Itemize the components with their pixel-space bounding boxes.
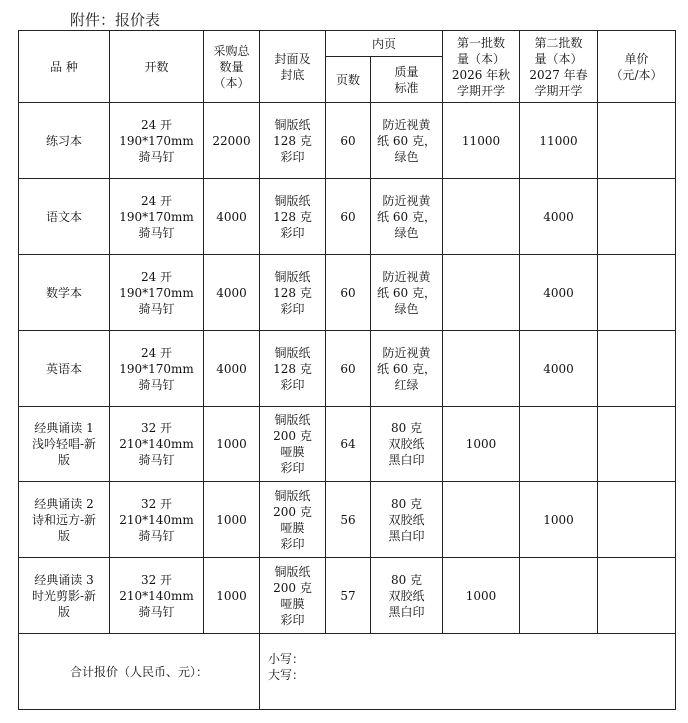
cell-batch2: 11000 (520, 103, 598, 179)
header-batch2: 第二批数 量（本） 2027 年春 学期开学 (520, 31, 598, 103)
cell-quality: 80 克 双胶纸 黑白印 (371, 407, 443, 482)
cell-batch1: 11000 (443, 103, 520, 179)
cell-pages: 60 (326, 331, 371, 407)
header-batch1: 第一批数 量（本） 2026 年秋 学期开学 (443, 31, 520, 103)
cell-total-qty: 4000 (204, 179, 260, 255)
cell-batch1 (443, 179, 520, 255)
cell-format: 24 开 190*170mm 骑马钉 (110, 331, 204, 407)
cell-batch2: 4000 (520, 331, 598, 407)
cell-quality: 80 克 双胶纸 黑白印 (371, 482, 443, 558)
quote-table (18, 30, 676, 710)
cell-quality: 80 克 双胶纸 黑白印 (371, 558, 443, 634)
cell-cover: 铜版纸 200 克 哑膜 彩印 (260, 558, 326, 634)
header-pages: 页数 (326, 57, 371, 103)
cell-quality: 防近视黄 纸 60 克， 绿色 (371, 255, 443, 331)
cell-quality: 防近视黄 纸 60 克， 红绿 (371, 331, 443, 407)
cell-variety: 语文本 (19, 179, 110, 255)
page-title: 附件：报价表 (70, 11, 161, 29)
cell-cover: 铜版纸 200 克 哑膜 彩印 (260, 407, 326, 482)
cell-batch2: 1000 (520, 482, 598, 558)
total-amount-lines: 小写： 大写： (268, 651, 305, 682)
header-cover: 封面及 封底 (260, 31, 326, 103)
cell-cover: 铜版纸 128 克 彩印 (260, 103, 326, 179)
cell-variety: 练习本 (19, 103, 110, 179)
table-row (19, 179, 676, 255)
cell-batch2: 4000 (520, 179, 598, 255)
cell-unit-price[interactable] (598, 255, 676, 331)
cell-cover: 铜版纸 128 克 彩印 (260, 255, 326, 331)
cell-batch1 (443, 482, 520, 558)
cell-format: 32 开 210*140mm 骑马钉 (110, 558, 204, 634)
cell-unit-price[interactable] (598, 482, 676, 558)
cell-quality: 防近视黄 纸 60 克， 绿色 (371, 103, 443, 179)
header-total-qty: 采购总 数量 （本） (204, 31, 260, 103)
table-row (19, 482, 676, 558)
header-format: 开数 (110, 31, 204, 103)
header-quality: 质量 标准 (371, 57, 443, 103)
header-inner-pages: 内页 (326, 31, 443, 57)
header-variety: 品 种 (19, 31, 110, 103)
cell-format: 24 开 190*170mm 骑马钉 (110, 179, 204, 255)
cell-format: 32 开 210*140mm 骑马钉 (110, 407, 204, 482)
cell-format: 24 开 190*170mm 骑马钉 (110, 103, 204, 179)
cell-total-qty: 4000 (204, 331, 260, 407)
cell-total-qty: 4000 (204, 255, 260, 331)
cell-batch1: 1000 (443, 407, 520, 482)
cell-batch1 (443, 331, 520, 407)
cell-cover: 铜版纸 128 克 彩印 (260, 331, 326, 407)
table-row (19, 255, 676, 331)
cell-cover: 铜版纸 128 克 彩印 (260, 179, 326, 255)
cell-format: 24 开 190*170mm 骑马钉 (110, 255, 204, 331)
cell-pages: 64 (326, 407, 371, 482)
cell-format: 32 开 210*140mm 骑马钉 (110, 482, 204, 558)
cell-batch1 (443, 255, 520, 331)
cell-total-qty: 1000 (204, 558, 260, 634)
cell-variety: 数学本 (19, 255, 110, 331)
table-row (19, 103, 676, 179)
cell-unit-price[interactable] (598, 179, 676, 255)
cell-variety: 英语本 (19, 331, 110, 407)
total-row (19, 634, 676, 710)
table-row (19, 331, 676, 407)
cell-pages: 60 (326, 255, 371, 331)
cell-batch1: 1000 (443, 558, 520, 634)
cell-unit-price[interactable] (598, 103, 676, 179)
cell-unit-price[interactable] (598, 558, 676, 634)
table-row (19, 407, 676, 482)
cell-unit-price[interactable] (598, 331, 676, 407)
cell-variety: 经典诵读 1 浅吟轻唱-新 版 (19, 407, 110, 482)
header-unit-price: 单价 （元/本） (598, 31, 676, 103)
cell-batch2 (520, 558, 598, 634)
table-row (19, 558, 676, 634)
cell-cover: 铜版纸 200 克 哑膜 彩印 (260, 482, 326, 558)
cell-variety: 经典诵读 2 诗和远方-新 版 (19, 482, 110, 558)
cell-total-qty: 1000 (204, 407, 260, 482)
header-row-1 (19, 31, 676, 57)
cell-batch2 (520, 407, 598, 482)
total-label: 合计报价（人民币、元）： (19, 634, 260, 710)
cell-batch2: 4000 (520, 255, 598, 331)
cell-unit-price[interactable] (598, 407, 676, 482)
cell-variety: 经典诵读 3 时光剪影-新 版 (19, 558, 110, 634)
cell-pages: 56 (326, 482, 371, 558)
cell-quality: 防近视黄 纸 60 克， 绿色 (371, 179, 443, 255)
total-amount-cell[interactable] (260, 634, 676, 710)
cell-pages: 60 (326, 179, 371, 255)
cell-total-qty: 1000 (204, 482, 260, 558)
cell-total-qty: 22000 (204, 103, 260, 179)
cell-pages: 57 (326, 558, 371, 634)
cell-pages: 60 (326, 103, 371, 179)
